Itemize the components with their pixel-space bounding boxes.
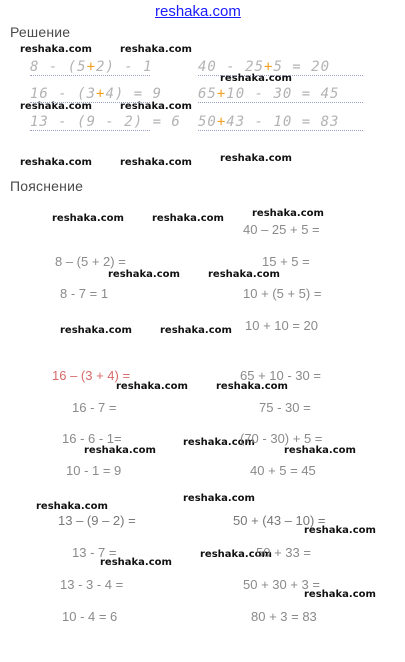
watermark: reshaka.com: [220, 153, 292, 164]
watermark: reshaka.com: [52, 213, 124, 224]
watermark: reshaka.com: [183, 493, 255, 504]
equation: 80 + 3 = 83: [251, 609, 317, 624]
equation: 8 – (5 + 2) =: [55, 254, 126, 269]
site-link[interactable]: reshaka.com: [155, 3, 241, 20]
equation: 50 + 30 + 3 =: [243, 577, 320, 592]
equation: 10 + 10 = 20: [245, 318, 319, 333]
watermark: reshaka.com: [208, 269, 280, 280]
equation: 40 + 5 = 45: [250, 463, 316, 478]
solution-line: 13 - (9 - 2) = 6: [30, 114, 181, 130]
equation: 65 + 10 - 30 =: [240, 368, 321, 383]
watermark: reshaka.com: [160, 325, 232, 336]
watermark: reshaka.com: [100, 557, 172, 568]
watermark: reshaka.com: [183, 437, 255, 448]
watermark: reshaka.com: [152, 213, 224, 224]
explanation-heading: Пояснение: [10, 178, 84, 194]
watermark: reshaka.com: [108, 269, 180, 280]
equation: 10 + (5 + 5) =: [243, 286, 322, 301]
equation: 50 + 33 =: [256, 545, 311, 560]
solution-line: 40 - 25+5 = 20: [198, 59, 363, 76]
watermark: reshaka.com: [120, 101, 192, 112]
watermark: reshaka.com: [20, 157, 92, 168]
watermark: reshaka.com: [60, 325, 132, 336]
watermark: reshaka.com: [200, 549, 272, 560]
watermark: reshaka.com: [20, 101, 92, 112]
watermark: reshaka.com: [284, 445, 356, 456]
equation: 10 - 1 = 9: [66, 463, 122, 478]
watermark: reshaka.com: [120, 44, 192, 55]
watermark: reshaka.com: [36, 501, 108, 512]
solution-line: 50+43 - 10 = 83: [198, 114, 363, 131]
watermark: reshaka.com: [216, 381, 288, 392]
watermark: reshaka.com: [252, 208, 324, 219]
equation: 10 - 4 = 6: [62, 609, 118, 624]
equation: 16 - 6 - 1=: [62, 431, 122, 446]
equation: 16 - 7 =: [72, 400, 117, 415]
solution-heading: Решение: [10, 24, 71, 40]
equation: 16 – (3 + 4) =: [52, 368, 131, 383]
equation: 8 - 7 = 1: [60, 286, 109, 301]
solution-line: 65+10 - 30 = 45: [198, 86, 363, 103]
equation: (70 - 30) + 5 =: [240, 431, 323, 446]
solution-line: 8 - (5+2) - 1: [30, 59, 153, 75]
solution-line: 16 - (3+4) = 9: [30, 86, 163, 102]
watermark: reshaka.com: [220, 73, 292, 84]
watermark: reshaka.com: [304, 589, 376, 600]
equation: 50 + (43 – 10) =: [233, 513, 326, 528]
equation: 13 - 7 =: [72, 545, 117, 560]
equation: 40 – 25 + 5 =: [243, 222, 320, 237]
watermark: reshaka.com: [120, 157, 192, 168]
watermark: reshaka.com: [84, 445, 156, 456]
watermark: reshaka.com: [304, 525, 376, 536]
equation: 13 - 3 - 4 =: [60, 577, 124, 592]
watermark: reshaka.com: [116, 381, 188, 392]
watermark: reshaka.com: [20, 44, 92, 55]
equation: 15 + 5 =: [262, 254, 310, 269]
equation: 13 – (9 – 2) =: [58, 513, 136, 528]
equation: 75 - 30 =: [259, 400, 311, 415]
